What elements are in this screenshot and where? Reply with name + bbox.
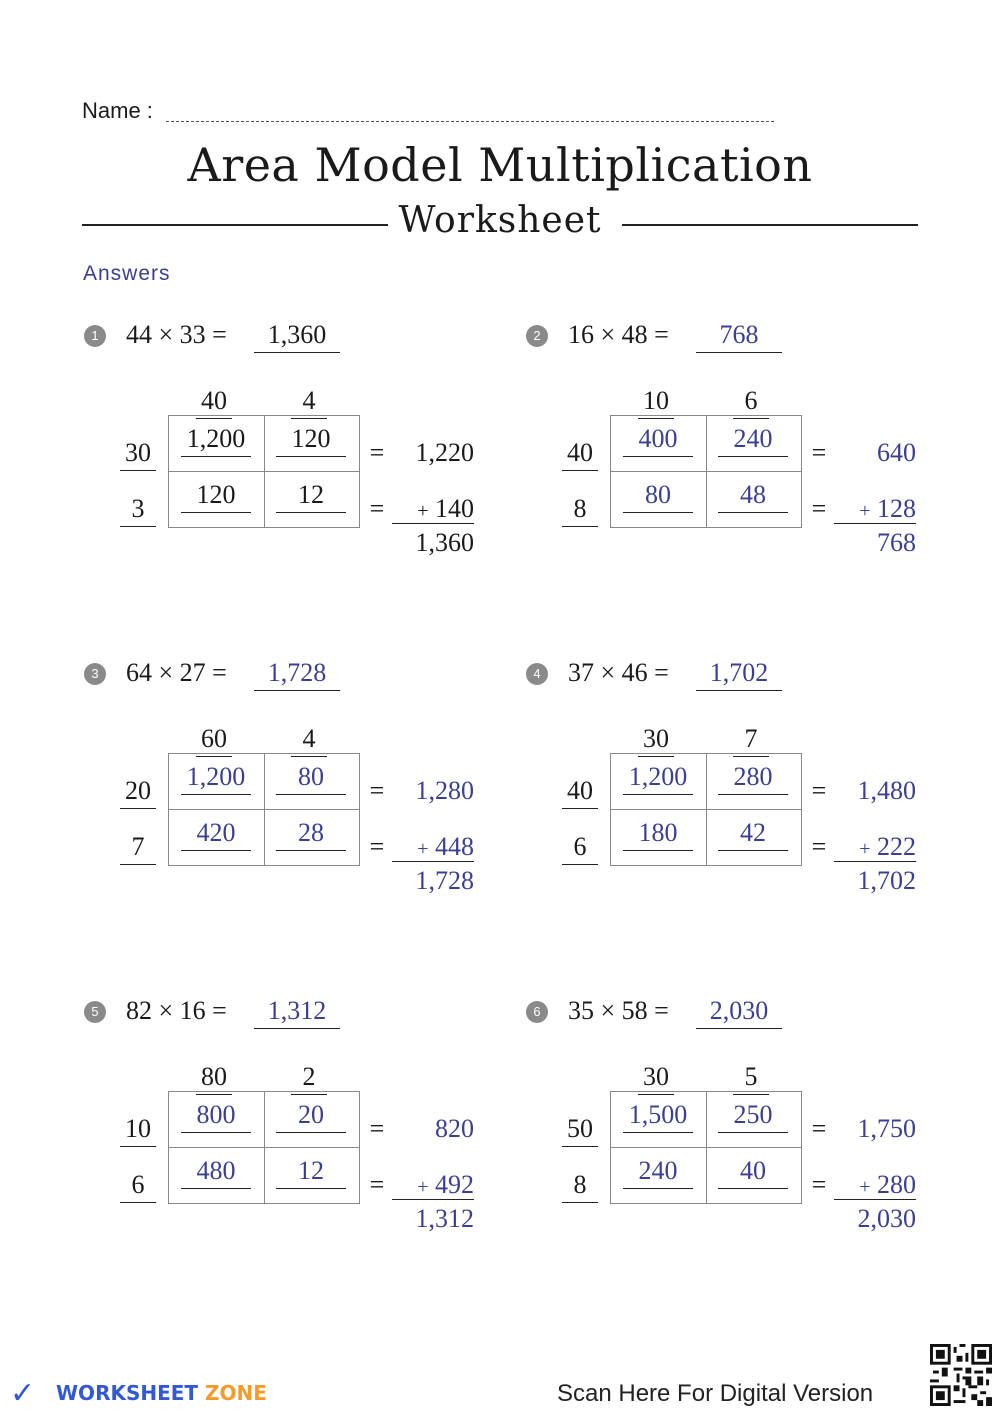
total: 1,702 [857,866,916,895]
equals-sign: = [369,1114,385,1143]
answers-label: Answers [83,262,171,285]
grid-cell: 20 [276,1100,346,1133]
area-grid [168,415,360,528]
equation-answer: 1,702 [696,658,782,691]
grid-cell: 400 [623,424,693,457]
area-grid [168,753,360,866]
subtitle-row [82,200,918,250]
equation: 37 × 46 = [568,658,669,687]
grid-cell: 800 [181,1100,251,1133]
grid-cell: 1,500 [623,1100,693,1133]
top-label-ones: 7 [733,724,769,757]
grid-cell: 80 [276,762,346,795]
row-sum: 640 [877,438,916,467]
top-label-tens: 30 [638,724,674,757]
row-sum [392,494,474,524]
row-sum: 1,480 [857,776,916,805]
plus-sign: + [859,500,871,522]
problem-number-badge: 4 [526,663,548,685]
plus-sign: + [859,838,871,860]
row-sum: 1,220 [415,438,474,467]
side-label-tens: 40 [562,776,598,809]
area-grid [168,1091,360,1204]
equation-answer: 1,312 [254,996,340,1029]
equals-sign: = [369,832,385,861]
problem-3 [84,658,524,958]
side-label-tens: 30 [120,438,156,471]
side-label-ones: 8 [562,1170,598,1203]
plus-sign: + [417,1176,429,1198]
grid-cell: 240 [623,1156,693,1189]
grid-cell: 12 [276,480,346,513]
top-label-tens: 80 [196,1062,232,1095]
side-label-tens: 10 [120,1114,156,1147]
grid-cell: 1,200 [181,424,251,457]
side-label-ones: 6 [562,832,598,865]
qr-code-icon[interactable] [930,1344,992,1406]
total: 2,030 [857,1204,916,1233]
grid-cell: 250 [718,1100,788,1133]
equals-sign: = [811,1114,827,1143]
equation: 44 × 33 = [126,320,227,349]
grid-cell: 120 [276,424,346,457]
scan-text: Scan Here For Digital Version [557,1380,874,1407]
area-grid [610,1091,802,1204]
plus-sign: + [417,500,429,522]
equation: 35 × 58 = [568,996,669,1025]
equals-sign: = [811,1170,827,1199]
plus-sign: + [859,1176,871,1198]
grid-cell: 28 [276,818,346,851]
grid-cell: 48 [718,480,788,513]
problem-1 [84,320,524,620]
row-sum [392,1170,474,1200]
grid-cell: 1,200 [623,762,693,795]
row-sum [834,494,916,524]
grid-cell: 240 [718,424,788,457]
row-sum-value: 280 [877,1170,916,1199]
top-label-ones: 5 [733,1062,769,1095]
logo-text: WORKSHEET ZONE [56,1381,267,1405]
total: 1,728 [415,866,474,895]
top-label-ones: 6 [733,386,769,419]
grid-cell: 12 [276,1156,346,1189]
name-field[interactable] [166,121,774,122]
problem-number-badge: 1 [84,325,106,347]
row-sum [834,832,916,862]
problem-5 [84,996,524,1296]
top-label-tens: 30 [638,1062,674,1095]
top-label-ones: 2 [291,1062,327,1095]
problem-number-badge: 2 [526,325,548,347]
total-line [834,861,916,862]
name-label: Name : [82,98,153,123]
side-label-ones: 3 [120,494,156,527]
grid-cell: 40 [718,1156,788,1189]
equals-sign: = [369,494,385,523]
area-grid [610,753,802,866]
equation-answer: 2,030 [696,996,782,1029]
top-label-tens: 60 [196,724,232,757]
grid-cell: 120 [181,480,251,513]
side-label-tens: 20 [120,776,156,809]
equals-sign: = [811,438,827,467]
equals-sign: = [811,832,827,861]
equation-answer: 1,728 [254,658,340,691]
row-sum: 1,750 [857,1114,916,1143]
row-sum: 820 [435,1114,474,1143]
row-sum: 1,280 [415,776,474,805]
plus-sign: + [417,838,429,860]
row-sum-value: 222 [877,832,916,861]
row-sum-value: 128 [877,494,916,523]
grid-cell: 42 [718,818,788,851]
problem-number-badge: 3 [84,663,106,685]
top-label-ones: 4 [291,386,327,419]
top-label-tens: 10 [638,386,674,419]
equation: 64 × 27 = [126,658,227,687]
problem-2 [526,320,966,620]
equals-sign: = [811,494,827,523]
grid-cell: 80 [623,480,693,513]
total-line [392,1199,474,1200]
side-label-ones: 8 [562,494,598,527]
side-label-ones: 6 [120,1170,156,1203]
top-label-ones: 4 [291,724,327,757]
side-label-tens: 40 [562,438,598,471]
top-label-tens: 40 [196,386,232,419]
equals-sign: = [811,776,827,805]
row-sum-value: 492 [435,1170,474,1199]
total: 1,312 [415,1204,474,1233]
total-line [834,1199,916,1200]
page-title: Area Model Multiplication [187,138,813,192]
problem-number-badge: 6 [526,1001,548,1023]
equation-answer: 1,360 [254,320,340,353]
total-line [392,523,474,524]
equation: 16 × 48 = [568,320,669,349]
grid-cell: 180 [623,818,693,851]
problem-number-badge: 5 [84,1001,106,1023]
grid-cell: 1,200 [181,762,251,795]
total: 1,360 [415,528,474,557]
equals-sign: = [369,776,385,805]
total-line [834,523,916,524]
problem-6 [526,996,966,1296]
area-grid [610,415,802,528]
row-sum-value: 448 [435,832,474,861]
divider-right [622,224,918,226]
problem-4 [526,658,966,958]
row-sum [834,1170,916,1200]
side-label-tens: 50 [562,1114,598,1147]
equals-sign: = [369,1170,385,1199]
side-label-ones: 7 [120,832,156,865]
row-sum-value: 140 [435,494,474,523]
row-sum [392,832,474,862]
grid-cell: 280 [718,762,788,795]
grid-cell: 480 [181,1156,251,1189]
total: 768 [877,528,916,557]
equals-sign: = [369,438,385,467]
logo-check-icon: ✓ [10,1376,36,1411]
equation: 82 × 16 = [126,996,227,1025]
equation-answer: 768 [696,320,782,353]
grid-cell: 420 [181,818,251,851]
page-subtitle: Worksheet [398,200,602,241]
total-line [392,861,474,862]
